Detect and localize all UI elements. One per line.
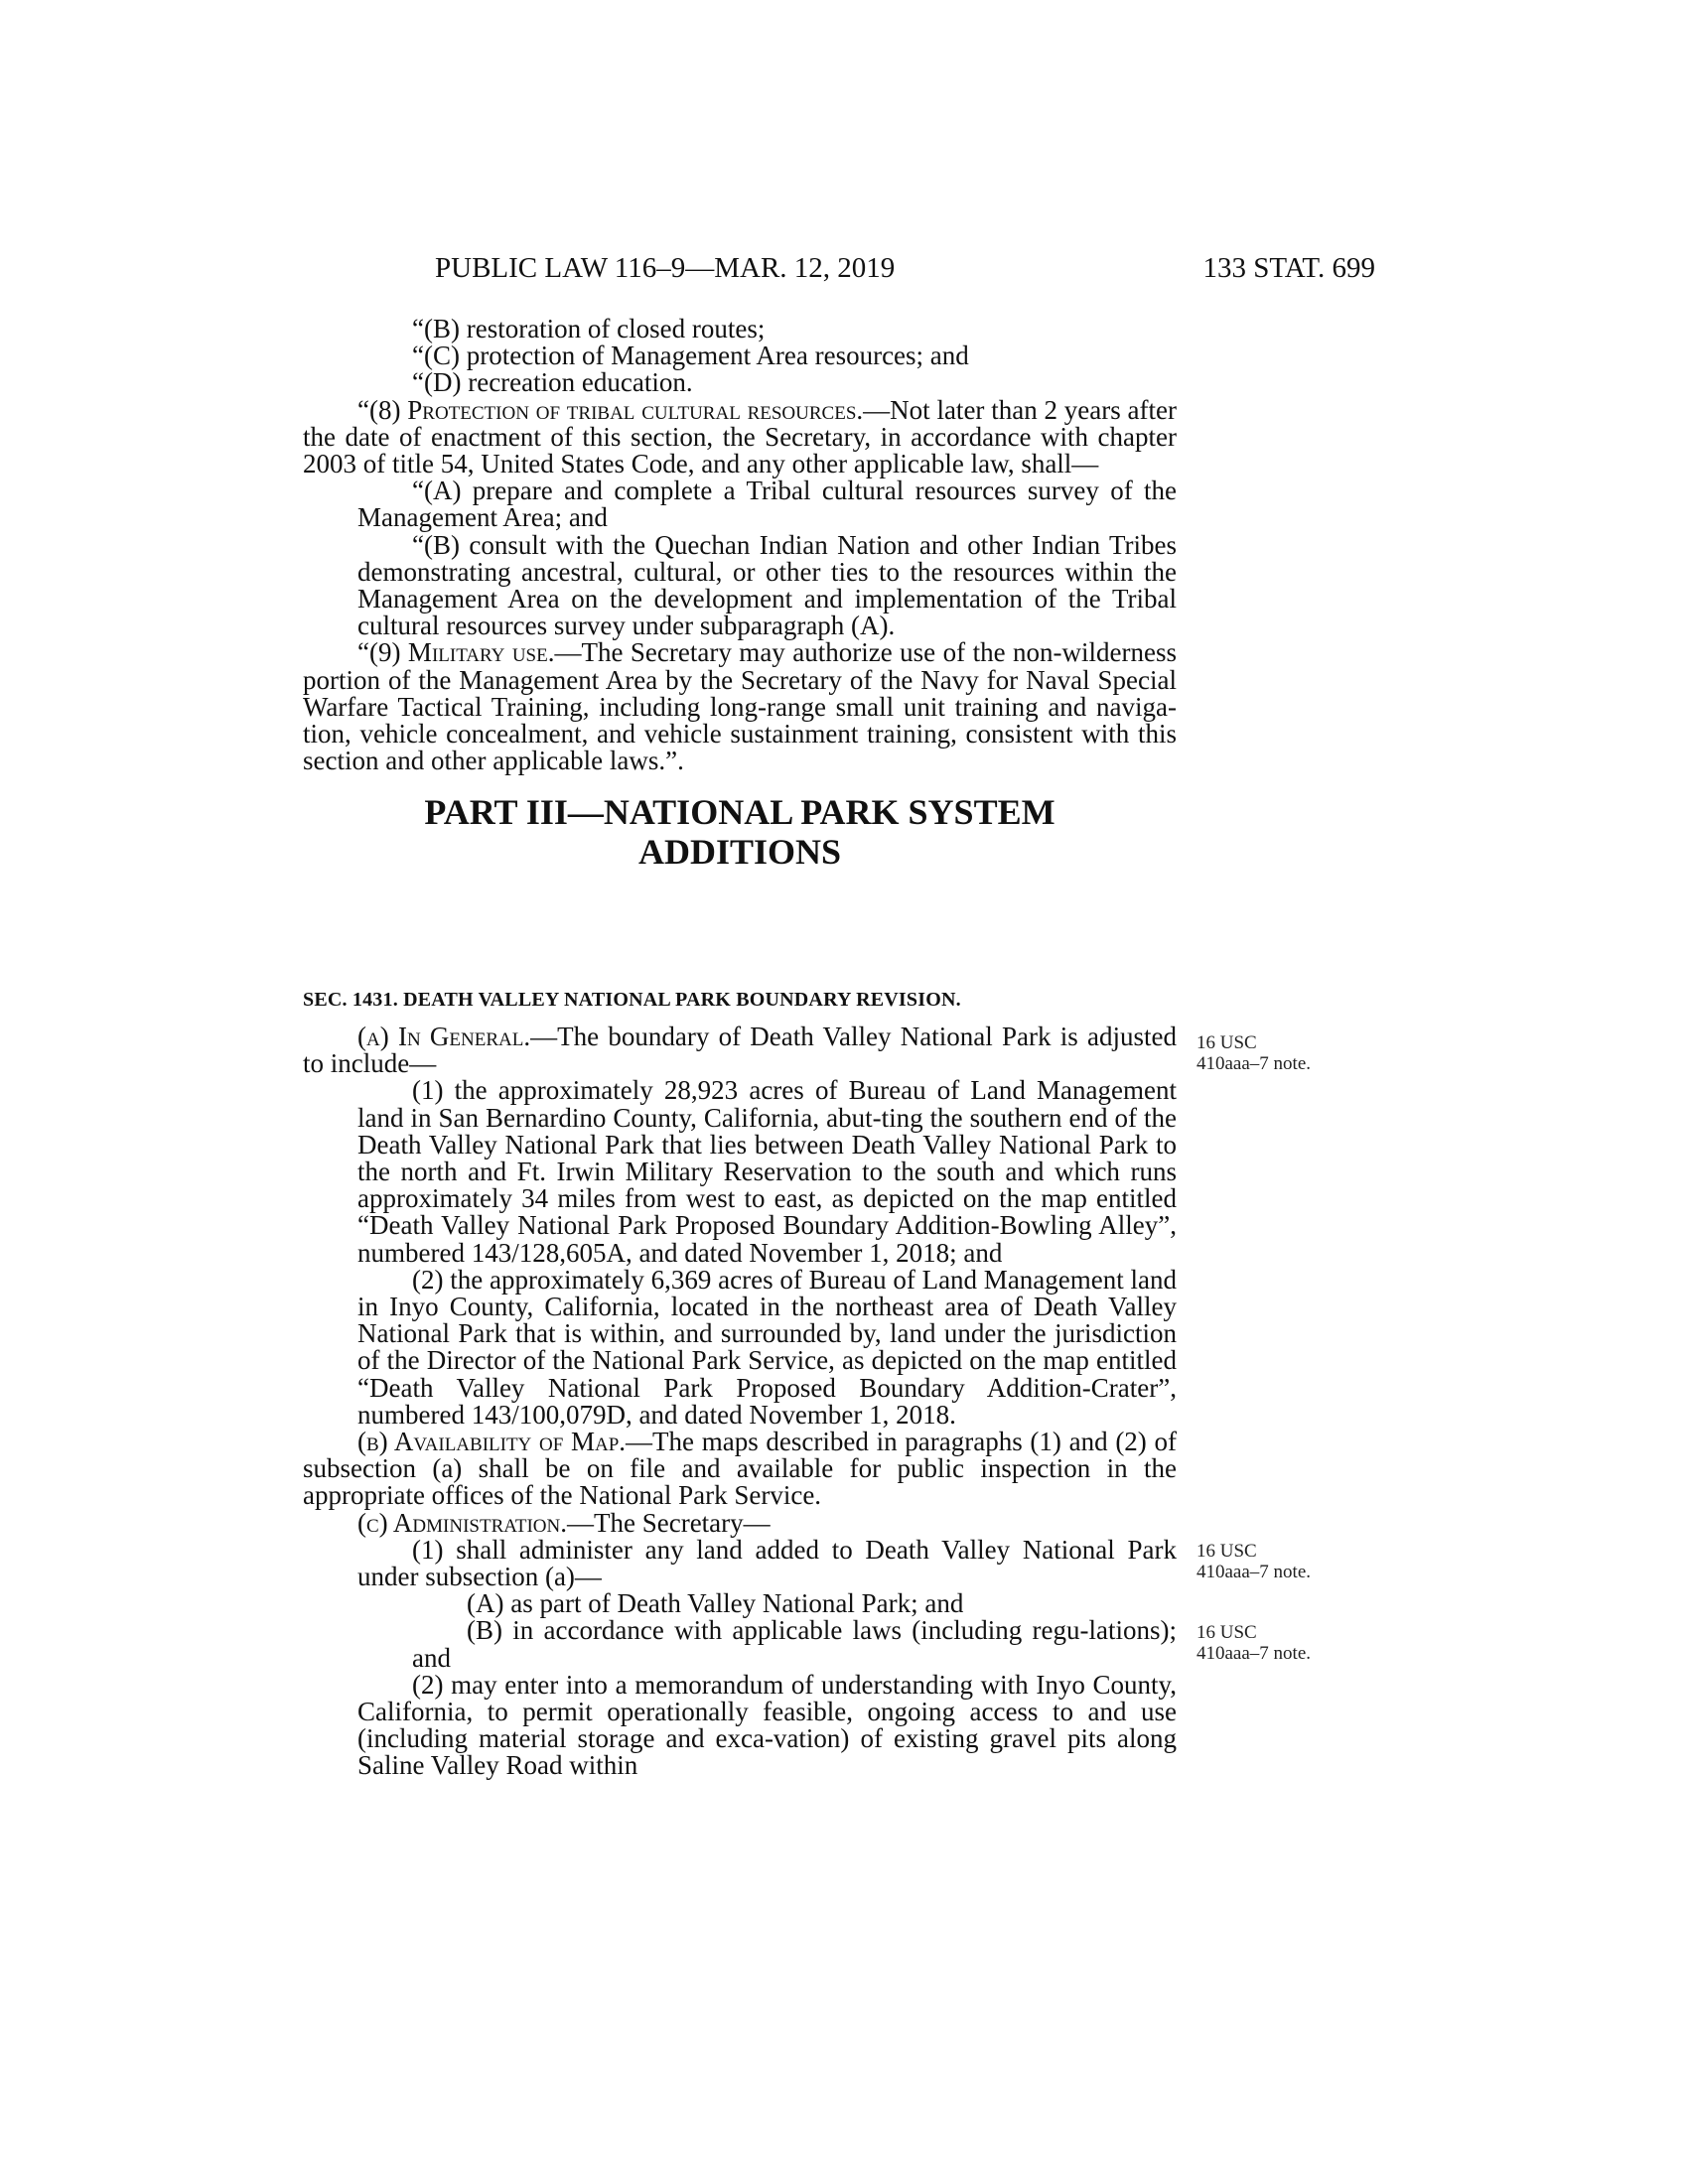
running-head-stat-page: 133 STAT. 699 xyxy=(1202,252,1375,284)
paragraph-c-protection: “(C) protection of Management Area resources; and xyxy=(412,341,969,371)
margin-note-subsection-b xyxy=(1196,1541,1336,1582)
subsection-a xyxy=(303,1024,1177,1077)
paragraph-9 xyxy=(303,639,1177,774)
margin-note-line1: 16 USC xyxy=(1196,1541,1257,1562)
paragraph-8-heading: “(8) Protection of tribal cultural resources. xyxy=(357,394,864,425)
subsection-c-body: —The Secretary— xyxy=(567,1507,771,1538)
margin-note-line2: 410aaa–7 note. xyxy=(1196,1562,1312,1582)
section-body xyxy=(303,978,1177,1780)
subsection-a-1: (1) the approximately 28,923 acres of Bureau of Land Management land in San Bernardino County, California, abut-ting the southern end of the Death Valley National Park that lies between Death Valley National Park to the north and Ft. Irwin Military Reservation to the south and which runs approximately 34 miles from west to east, as depicted on the map entitled “Death Valley National Park Proposed Boundary Addition-Bowling Alley”, numbered 143/128,605A, and dated November 1, 2018; and xyxy=(357,1075,1177,1268)
paragraph-9-body: —The Secretary may authorize use of the non-wilderness portion of the Management Area by the Secretary of the Navy for Naval Special Warfare Tactical Training, including long-range small unit training and naviga-tion, vehicle concealment, and vehicle sustainment training, consistent with this section and other applicable laws.”. xyxy=(303,637,1178,776)
margin-note-line1: 16 USC xyxy=(1196,1032,1257,1053)
subsection-c-heading: (c) Administration. xyxy=(357,1507,567,1538)
running-head xyxy=(298,248,1375,288)
margin-note-line2: 410aaa–7 note. xyxy=(1196,1053,1312,1074)
section-heading: SEC. 1431. DEATH VALLEY NATIONAL PARK BOUNDARY REVISION. xyxy=(303,989,961,1011)
paragraph-8-body: —Not later than 2 years after the date of enactment of this section, the Secretary, in accordance with chapter 2003 of title 54, United States Code, and any other applicable law, shall— xyxy=(303,394,1177,479)
subsection-c-1-A: (A) as part of Death Valley National Park; and xyxy=(467,1588,964,1619)
running-head-title: PUBLIC LAW 116–9—MAR. 12, 2019 xyxy=(435,252,896,284)
paragraph-d-recreation: “(D) recreation education. xyxy=(412,367,693,398)
margin-note-subsection-a xyxy=(1196,1032,1336,1074)
subsection-b-heading: (b) Availability of Map. xyxy=(357,1427,627,1457)
part-heading xyxy=(303,792,1177,872)
subsection-c-1-B: (B) in accordance with applicable laws (including regu-lations); and xyxy=(412,1615,1177,1673)
subsection-c-1: (1) shall administer any land added to Death Valley National Park under subsection (a)— xyxy=(357,1534,1177,1592)
subsection-c xyxy=(303,1507,1177,1538)
subsection-a-body: —The boundary of Death Valley National Park is adjusted to include— xyxy=(303,1022,1177,1079)
part-heading-line1: PART III—NATIONAL PARK SYSTEM xyxy=(424,792,1055,833)
paragraph-8-b: “(B) consult with the Quechan Indian Nation and other Indian Tribes demonstrating ancestral, cultural, or other ties to the resources within the Management Area on the development and implementation of the Tribal cultural resources survey under subparagraph (A). xyxy=(357,529,1177,641)
margin-note-line1: 16 USC xyxy=(1196,1622,1257,1643)
margin-note-subsection-c xyxy=(1196,1622,1336,1664)
paragraph-8 xyxy=(303,394,1177,479)
subsection-a-2: (2) the approximately 6,369 acres of Bureau of Land Management land in Inyo County, California, located in the northeast area of Death Valley National Park that is within, and surrounded by, land under the jurisdiction of the Director of the National Park Service, as depicted on the map entitled “Death Valley National Park Proposed Boundary Addition-Crater”, numbered 143/100,079D, and dated November 1, 2018. xyxy=(357,1264,1177,1430)
paragraph-9-heading: “(9) Military use. xyxy=(357,637,555,668)
part-heading-line2: ADDITIONS xyxy=(637,832,842,873)
paragraph-b-restoration: “(B) restoration of closed routes; xyxy=(412,314,766,343)
body-text xyxy=(303,316,1177,889)
margin-note-line2: 410aaa–7 note. xyxy=(1196,1643,1312,1664)
subsection-b xyxy=(303,1429,1177,1510)
paragraph-8-a: “(A) prepare and complete a Tribal cultural resources survey of the Management Area; and xyxy=(357,476,1177,533)
subsection-a-heading: (a) In General. xyxy=(357,1022,531,1051)
subsection-c-2: (2) may enter into a memorandum of understanding with Inyo County, California, to permit operationally feasible, ongoing access to and use (including material storage and exca-vation) of existing gravel pits along Saline Valley Road within xyxy=(357,1669,1177,1781)
subsection-b-body: —The maps described in paragraphs (1) and (2) of subsection (a) shall be on file and available for public inspection in the appropriate offices of the National Park Service. xyxy=(303,1427,1177,1511)
